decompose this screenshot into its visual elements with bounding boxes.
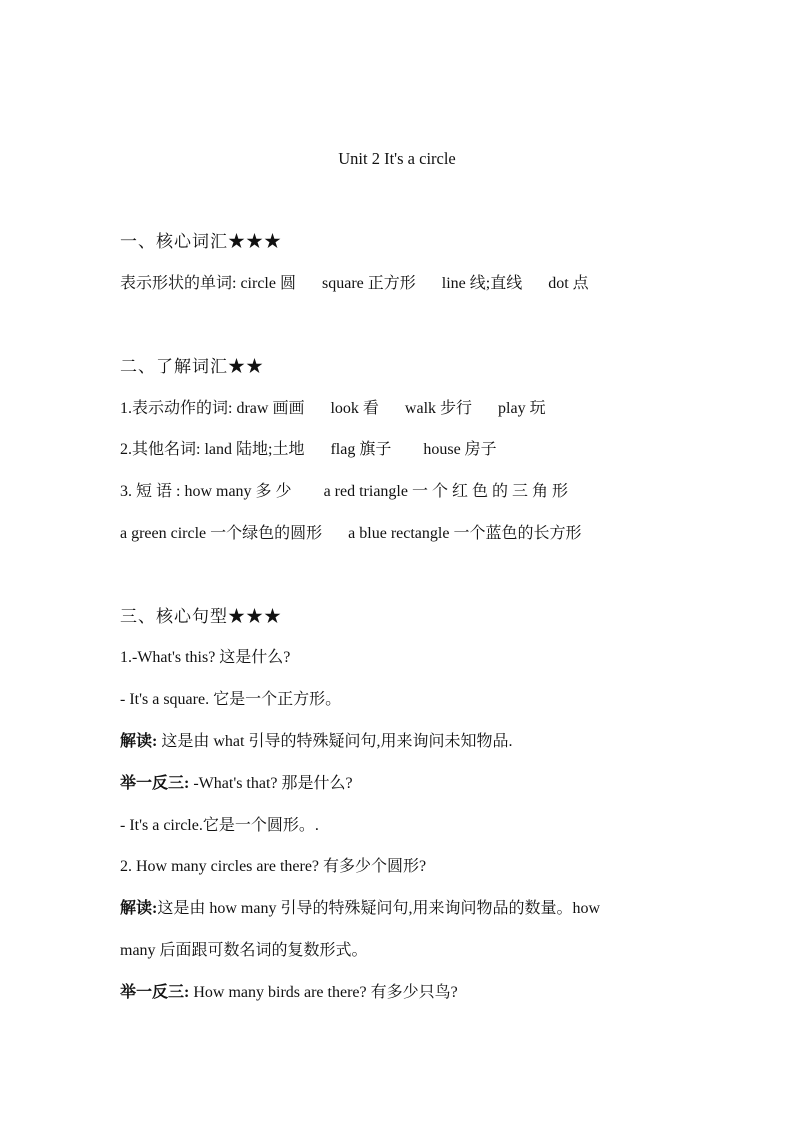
vocab-item: house 房子 — [423, 441, 497, 458]
vocab-label: 1.表示动作的词: — [120, 400, 233, 417]
note-label: 解读: — [120, 900, 158, 917]
vocab-label: 3. 短 语 : — [120, 483, 181, 500]
sentence-example2 — [120, 983, 458, 1003]
sentence-q2: 2. How many circles are there? 有多少个圆形? — [120, 858, 427, 875]
vocab-item: look 看 — [330, 400, 379, 417]
vocab-line-phrases — [120, 482, 568, 502]
vocab-item: circle 圆 — [240, 275, 296, 292]
vocab-item: flag 旗子 — [330, 441, 392, 458]
vocab-item: square 正方形 — [321, 275, 416, 292]
vocab-item: a blue rectangle 一个蓝色的长方形 — [348, 525, 582, 542]
vocab-item: play 玩 — [498, 400, 546, 417]
vocab-line-nouns — [120, 440, 497, 460]
vocab-item: line 线;直线 — [441, 275, 523, 292]
vocab-item: land 陆地;土地 — [204, 441, 305, 458]
sentence-note2-cont: many 后面跟可数名词的复数形式。 — [120, 942, 368, 959]
vocab-item: dot 点 — [548, 275, 589, 292]
vocab-line-actions — [120, 399, 546, 419]
sentence-a1: - It's a square. 它是一个正方形。 — [120, 691, 342, 708]
example-text: -What's that? 那是什么? — [193, 775, 353, 792]
sentence-q1: 1.-What's this? 这是什么? — [120, 649, 291, 666]
page-title: Unit 2 It's a circle — [338, 149, 456, 168]
example-text: How many birds are there? 有多少只鸟? — [193, 984, 458, 1001]
vocab-line-shapes — [120, 274, 589, 294]
vocab-label: 表示形状的单词: — [120, 275, 237, 292]
vocab-item: how many 多 少 — [184, 483, 292, 500]
vocab-label: 2.其他名词: — [120, 441, 201, 458]
section-heading-core-sentences: 三、核心句型★★★ — [120, 607, 282, 626]
note-text: 这是由 how many 引导的特殊疑问句,用来询问物品的数量。how — [157, 900, 601, 917]
vocab-item: a red triangle 一 个 红 色 的 三 角 形 — [323, 483, 568, 500]
vocab-item: walk 步行 — [404, 400, 473, 417]
example-label: 举一反三: — [120, 775, 190, 792]
vocab-item: a green circle 一个绿色的圆形 — [120, 525, 323, 542]
sentence-note1 — [120, 732, 512, 752]
example-label: 举一反三: — [120, 984, 190, 1001]
sentence-example1-answer: - It's a circle.它是一个圆形。. — [120, 817, 319, 834]
sentence-example1 — [120, 774, 353, 794]
note-label: 解读: — [120, 733, 158, 750]
vocab-item: draw 画画 — [236, 400, 305, 417]
section-heading-extra-vocab: 二、了解词汇★★ — [120, 357, 264, 376]
note-text: 这是由 what 引导的特殊疑问句,用来询问未知物品. — [161, 733, 513, 750]
section-heading-core-vocab: 一、核心词汇★★★ — [120, 232, 282, 251]
vocab-line-phrases-cont — [120, 524, 581, 544]
sentence-note2 — [120, 899, 600, 919]
